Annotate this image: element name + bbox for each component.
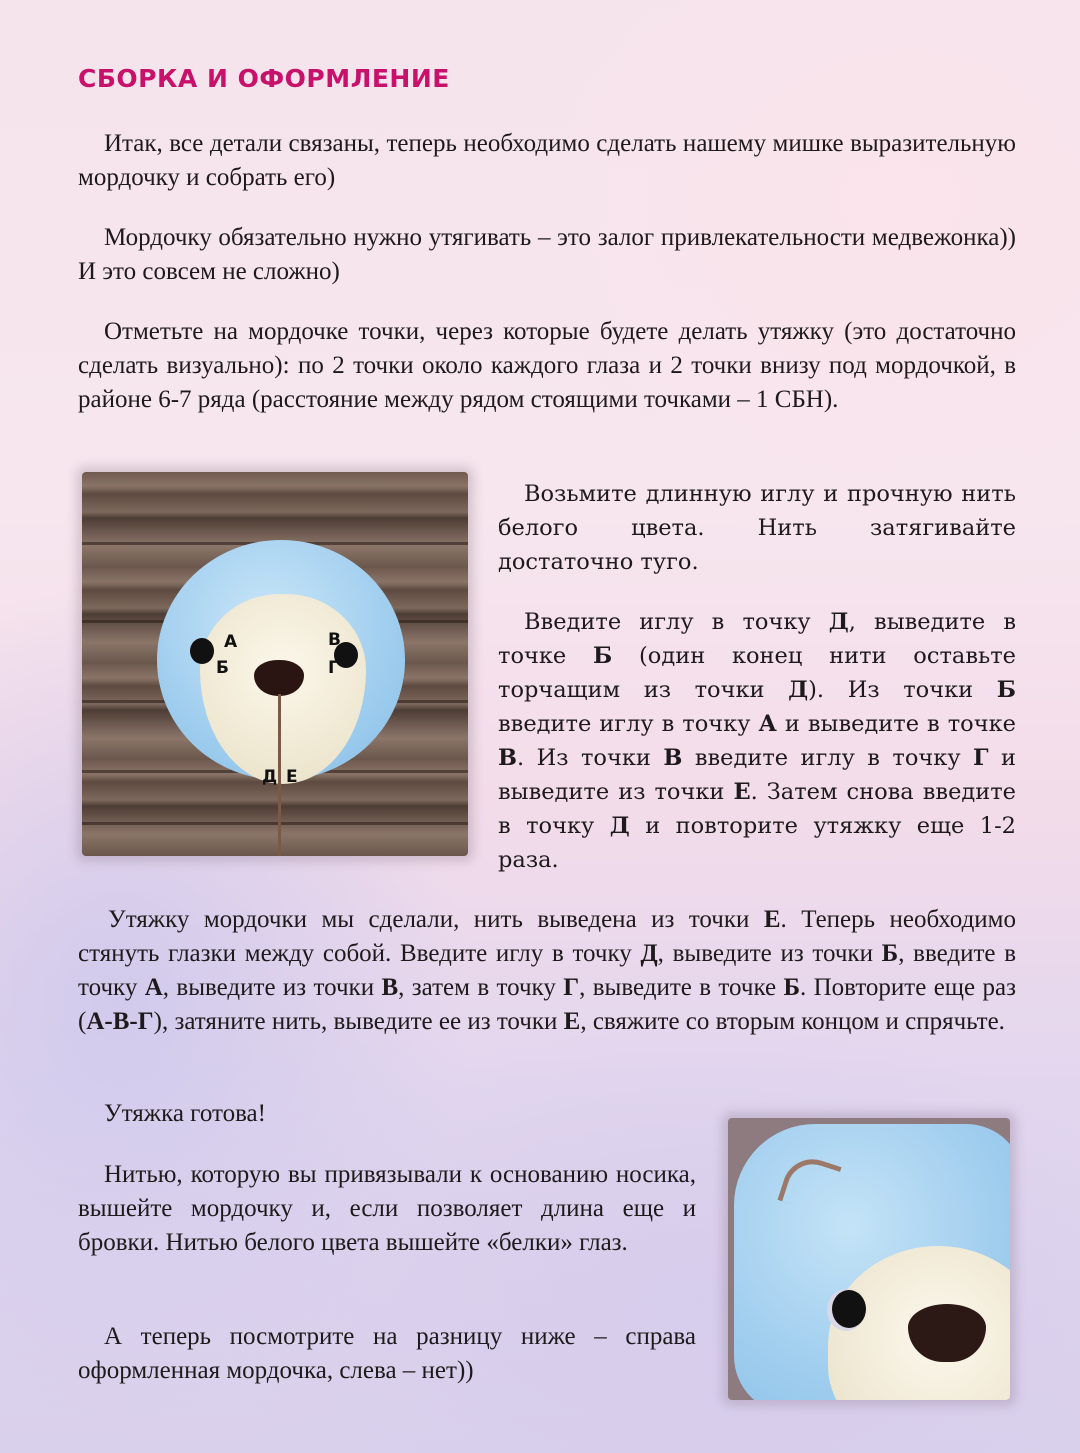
paragraph-eyes-tightening: Утяжку мордочки мы сделали, нить выведена из точки Е. Теперь необходимо стянуть глазки между собой. Введите иглу в точку Д, выведите из точки Б, введите в точку А, выведите из точки В, затем в точку Г, выведите в точке Б. Повторите еще раз (А-В-Г), затяните нить, выведите ее из точки Е, свяжите со вторым концом и спрячьте. bbox=[78, 906, 1017, 1035]
paragraph-mark-points: Отметьте на мордочке точки, через которые будете делать утяжку (это достаточно сделать визуально): по 2 точки около каждого глаза и 2 точки внизу под мордочкой, в районе 6-7 ряда (расстояние между рядом стоящими точками – 1 СБН). bbox=[78, 318, 1016, 413]
point-label-g: Г bbox=[328, 658, 339, 678]
paragraph-intro: Итак, все детали связаны, теперь необходимо сделать нашему мишке выразительную мордочку и собрать его) bbox=[78, 130, 1016, 191]
point-label-a: А bbox=[224, 632, 238, 652]
point-label-b: Б bbox=[216, 658, 229, 678]
paragraph-tightening-note: Мордочку обязательно нужно утягивать – это залог привлекательности медвежонка)) И это совсем не сложно) bbox=[78, 224, 1016, 285]
section-heading: СБОРКА И ОФОРМЛЕНИЕ bbox=[78, 64, 450, 93]
point-label-d: Д bbox=[262, 767, 278, 787]
paragraph-needle-thread: Возьмите длинную иглу и прочную нить белого цвета. Нить затягивайте достаточно туго. bbox=[498, 481, 1016, 575]
bear-eye bbox=[832, 1290, 866, 1328]
bear-head-marked-points-photo bbox=[82, 472, 468, 856]
point-label-e: Е bbox=[286, 767, 298, 787]
finished-bear-face-photo bbox=[728, 1118, 1010, 1400]
paragraph-tightening-steps: Введите иглу в точку Д, выведите в точке Б (один конец нити оставьте торчащим из точки Д). Из точки Б введите иглу в точку А и выведите в точке В. Из точки В введите иглу в точку Г и выведите из точки Е. Затем снова введите в точку Д и повторите утяжку еще 1-2 раза. bbox=[498, 609, 1017, 873]
left-eye bbox=[190, 638, 214, 664]
point-label-v: В bbox=[328, 630, 341, 650]
paragraph-done: Утяжка готова! bbox=[104, 1100, 266, 1127]
paragraph-embroider-face: Нитью, которую вы привязывали к основанию носика, вышейте мордочку и, если позволяет длина еще и бровки. Нитью белого цвета вышейте «белки» глаз. bbox=[78, 1161, 696, 1256]
brown-thread bbox=[278, 694, 281, 856]
paragraph-compare: А теперь посмотрите на разницу ниже – справа оформленная мордочка, слева – нет)) bbox=[78, 1323, 696, 1384]
